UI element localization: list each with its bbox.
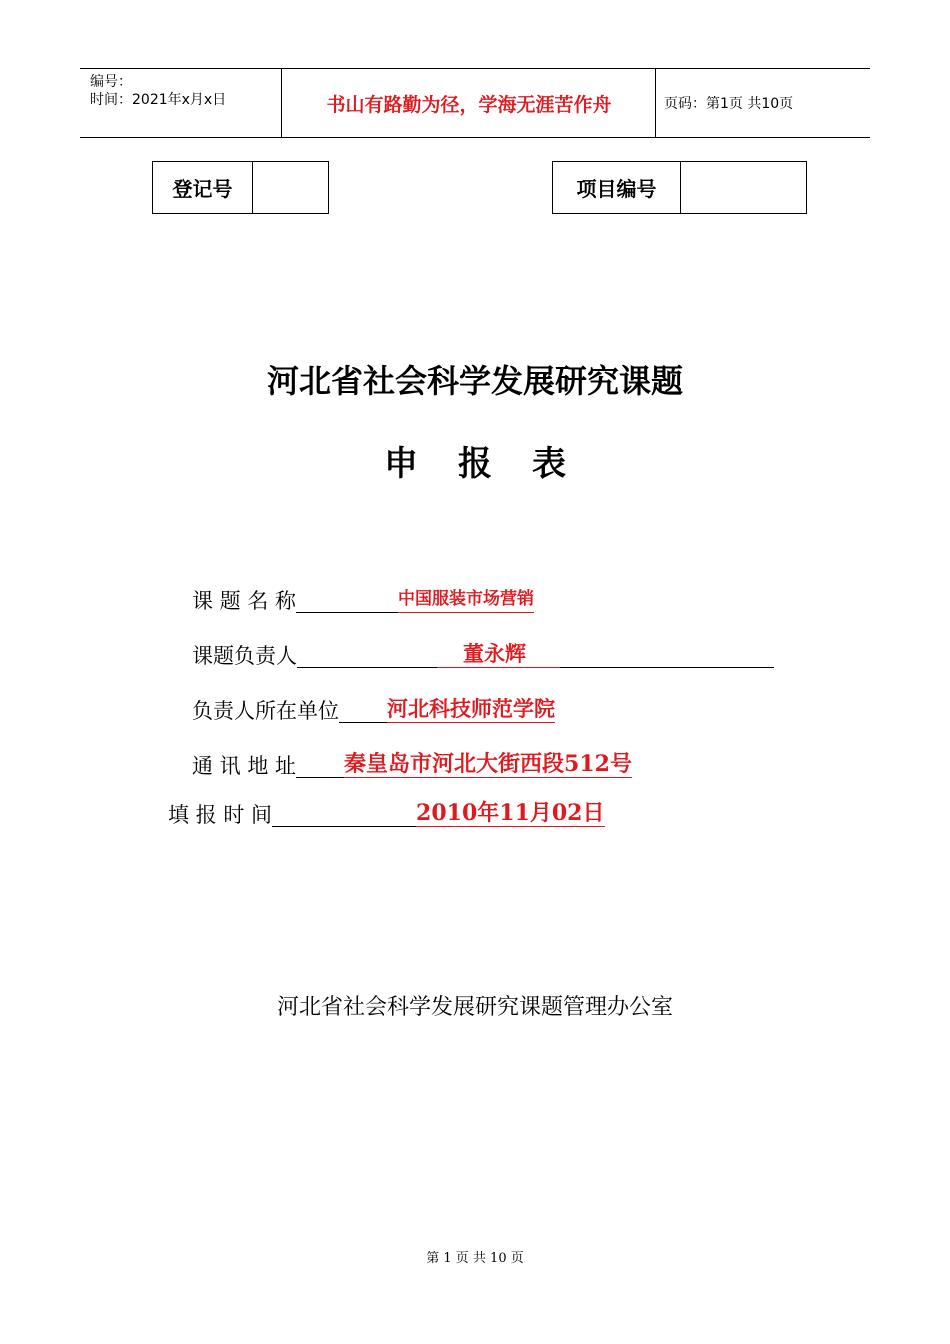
office-name: 河北省社会科学发展研究课题管理办公室 (276, 995, 673, 1020)
header-motto: 书山有路勤为径，学海无涯苦作舟 (326, 93, 612, 116)
number-label: 编号： (90, 74, 132, 90)
header-divider (655, 69, 656, 137)
subtitle-char: 表 (532, 444, 566, 484)
unit-value[interactable]: 河北科技师范学院 (387, 697, 555, 721)
subtitle-char: 申 (384, 444, 418, 484)
unit-row (192, 696, 555, 726)
document-subtitle (0, 436, 950, 485)
date-label: 填 报 时 间 (168, 803, 273, 827)
blank-line (272, 803, 416, 827)
leader-value[interactable]: 董永辉 (437, 641, 560, 668)
address-value[interactable]: 秦皇岛市河北大街西段512号 (344, 751, 632, 777)
registration-box (152, 161, 329, 214)
address-label: 通 讯 地 址 (192, 754, 297, 778)
registration-value[interactable] (253, 162, 328, 213)
project-number-value[interactable] (681, 162, 806, 213)
blank-line (560, 644, 774, 668)
header-page-info: 页码：第1页 共10页 (664, 96, 794, 112)
address-row (192, 751, 632, 781)
blank-line (297, 644, 437, 668)
blank-line (296, 589, 398, 613)
leader-label: 课题负责人 (192, 644, 297, 668)
project-number-box (552, 161, 807, 214)
blank-line (339, 699, 387, 723)
header-meta (90, 73, 226, 109)
time-label: 时间：2021年x月x日 (90, 92, 227, 108)
page-footer: 第 1 页 共 10 页 (426, 1251, 524, 1266)
topic-name-label: 课 题 名 称 (192, 589, 297, 613)
registration-label: 登记号 (153, 162, 253, 213)
document-header (80, 68, 870, 138)
topic-name-value[interactable]: 中国服装市场营销 (398, 586, 534, 613)
date-row (168, 800, 605, 830)
project-number-label: 项目编号 (553, 162, 681, 213)
document-title: 河北省社会科学发展研究课题 (266, 362, 683, 400)
blank-line (296, 754, 344, 778)
topic-name-row (192, 586, 534, 616)
subtitle-char: 报 (458, 444, 492, 484)
date-value[interactable]: 2010年11月02日 (416, 800, 605, 826)
unit-label: 负责人所在单位 (192, 699, 339, 723)
leader-row (192, 641, 774, 671)
